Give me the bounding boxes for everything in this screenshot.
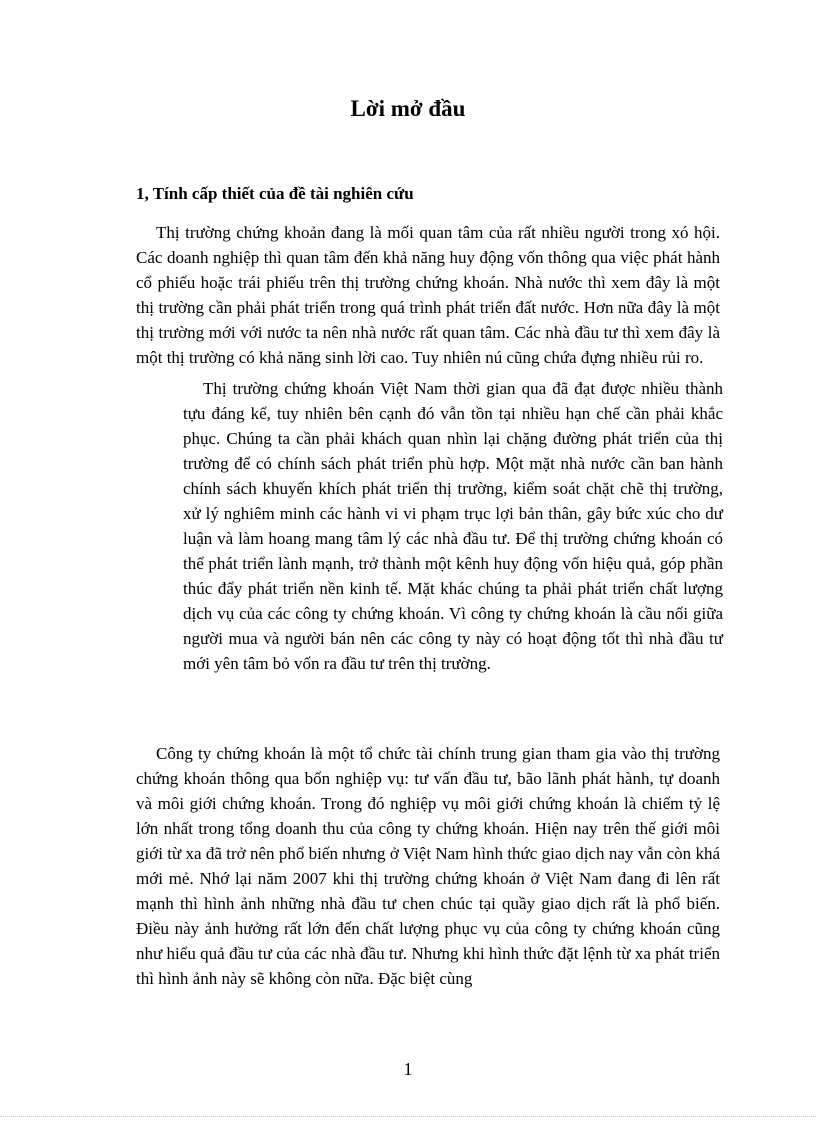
paragraph-securities-company: Công ty chứng khoán là một tổ chức tài chính trung gian tham gia vào thị trường chứng khoán thông qua bốn nghiệp vụ: tư vấn đầu tư, bão lãnh phát hành, tự doanh và môi giới chứng khoán. Trong đó nghiệp vụ môi giới chứng khoán là chiếm tỷ lệ lớn nhất trong tổng doanh thu của công ty chứng khoán. Hiện nay trên thế giới môi giới từ xa đã trở nên phổ biến nhưng ở Việt Nam hình thức giao dịch nay vẫn còn khá mới mẻ. Nhớ lại năm 2007 khi thị trường chứng khoán ở Việt Nam đang đi lên rất mạnh thì hình ảnh những nhà đầu tư chen chúc tại quầy giao dịch rất là phổ biến. Điều này ảnh hưởng rất lớn đến chất lượng phục vụ của công ty chứng khoán cũng như hiểu quả đầu tư của các nhà đầu tư. Nhưng khi hình thức đặt lệnh từ xa phát triển thì hình ảnh này sẽ không còn nữa. Đặc biệt cùng <box>136 744 720 988</box>
section-heading: 1, Tính cấp thiết của đề tài nghiên cứu <box>136 184 414 203</box>
page-number: 1 <box>403 1059 413 1079</box>
paragraph-indented: Thị trường chứng khoán Việt Nam thời gian qua đã đạt được nhiều thành tựu đáng kể, tuy nhiên bên cạnh đó vẫn tồn tại nhiều hạn chế cần phải khắc phục. Chúng ta cần phải khách quan nhìn lại chặng đường phát triển của thị trường để có chính sách phát triển phù hợp. Một mặt nhà nước cần ban hành chính sách khuyến khích phát triển thị trường, kiểm soát chặt chẽ thị trường, xử lý nghiêm minh các hành vi vi phạm trục lợi bản thân, gây bức xúc cho dư luận và làm hoang mang tâm lý các nhà đầu tư. Để thị trường chứng khoán có thể phát triển lành mạnh, trở thành một kênh huy động vốn hiệu quả, góp phần thúc đẩy phát triển nền kinh tế. Mặt khác chúng ta phải phát triển chất lượng dịch vụ của các công ty chứng khoán. Vì công ty chứng khoán là cầu nối giữa người mua và người bán nên các công ty này có hoạt động tốt thì nhà đầu tư mới yên tâm bỏ vốn ra đầu tư trên thị trường. <box>183 379 723 673</box>
page-bottom-divider <box>0 1116 816 1117</box>
paragraph-intro: Thị trường chứng khoản đang là mối quan tâm của rất nhiều người trong xó hội. Các doanh nghiệp thì quan tâm đến khả năng huy động vốn thông qua việc phát hành cổ phiếu hoặc trái phiếu trên thị trường chứng khoán. Nhà nước thì xem đây là một thị trường cần phải phát triển trong quá trình phát triển đất nước. Hơn nữa đây là một thị trường mới với nước ta nên nhà nước rất quan tâm. Các nhà đầu tư thì xem đây là một thị trường có khả năng sinh lời cao. Tuy nhiên nú cũng chứa đựng nhiều rủi ro. <box>136 223 720 367</box>
page-title: Lời mở đầu <box>350 96 466 121</box>
